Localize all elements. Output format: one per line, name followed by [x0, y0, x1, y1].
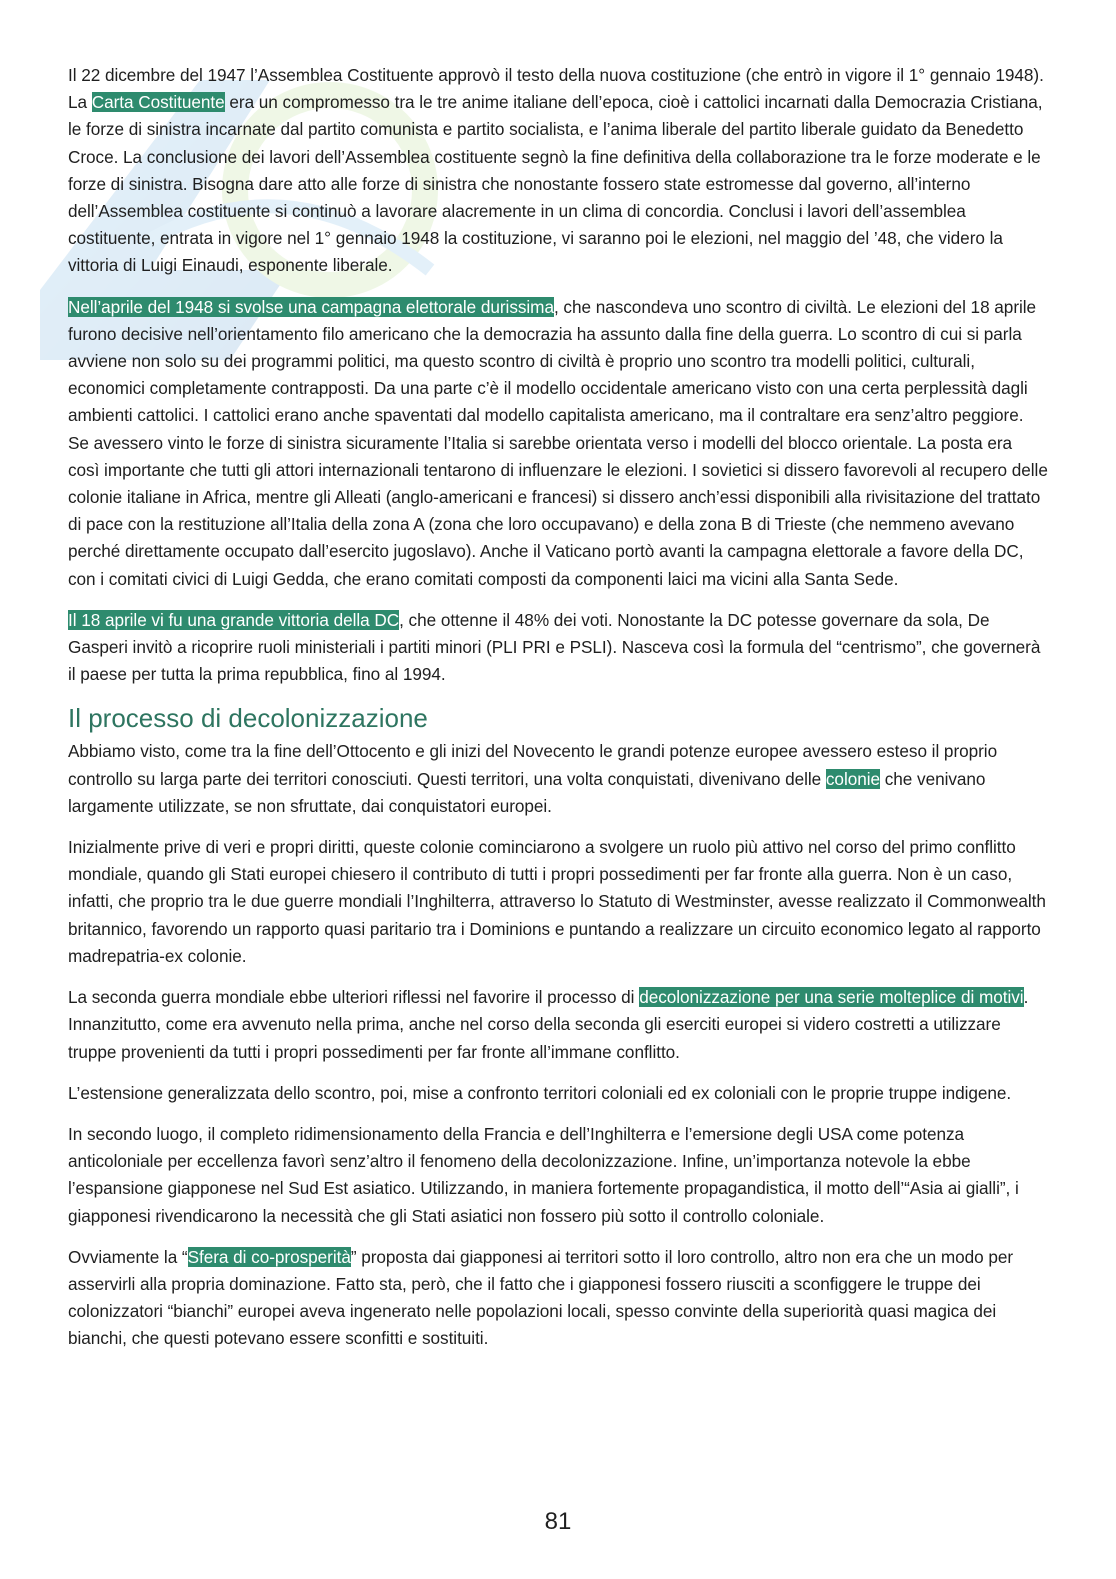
- highlighted-text: Carta Costituente: [91, 92, 225, 113]
- paragraph-text: L’estensione generalizzata dello scontro, poi, mise a confronto territori coloniali ed ex coloniali con le proprie truppe indigene.: [68, 1082, 1012, 1103]
- paragraph-text: era un compromesso tra le tre anime italiane dell’epoca, cioè i cattolici incarnati dalla Democrazia Cristiana, le forze di sinistra incarnate dal partito comunista e partito socialista, e l’anima liberale del partito liberale guidato da Benedetto Croce. La conclusione dei lavori dell’Assemblea costituente segnò la fine definitiva della collaborazione tra le forze moderate e le forze di sinistra. Bisogna dare atto alle forze di sinistra che nonostante fossero state estromesse dal governo, all’interno dell’Assemblea costituente si continuò a lavorare alacremente in un clima di concordia. Conclusi i lavori dell’assemblea costituente, entrata in vigore nel 1° gennaio 1948 la costituzione, vi saranno poi le elezioni, nel maggio del ’48, che videro la vittoria di Luigi Einaudi, esponente liberale.: [68, 92, 1043, 276]
- document-page: [68, 62, 1048, 1367]
- paragraph: [68, 1244, 1048, 1353]
- paragraph-text: che venivano largamente utilizzate, se non sfruttate, dai conquistatori europei.: [68, 768, 986, 816]
- paragraph: [68, 984, 1048, 1066]
- paragraph-text: , che ottenne il 48% dei voti. Nonostante la DC potesse governare da sola, De Gasperi invitò a ricoprire ruoli ministeriali i partiti minori (PLI PRI e PSLI). Nasceva così la formula del “centrismo”, che governerà il paese per tutta la prima repubblica, fino al 1994.: [68, 609, 1041, 685]
- paragraph: [68, 834, 1048, 970]
- paragraph: [68, 62, 1048, 280]
- paragraph: [68, 607, 1048, 689]
- highlighted-text: Nell’aprile del 1948 si svolse una campagna elettorale durissima: [68, 296, 554, 317]
- top-paragraphs: [68, 62, 1048, 688]
- paragraph-text: ” proposta dai giapponesi ai territori sotto il loro controllo, altro non era che un modo per asservirli alla propria dominazione. Fatto sta, però, che il fatto che i giapponesi fossero riusciti a sconfiggere le truppe dei colonizzatori “bianchi” europei aveva ingenerato nelle popolazioni locali, spesso convinte della superiorità quasi magica dei bianchi, che questi potevano essere sconfitti e sostituiti.: [68, 1246, 1014, 1349]
- highlighted-text: colonie: [825, 768, 881, 789]
- highlighted-text: Sfera di co-prosperità: [187, 1246, 351, 1267]
- paragraph-text: In secondo luogo, il completo ridimensionamento della Francia e dell’Inghilterra e l’emersione degli USA come potenza anticoloniale per eccellenza favorì senz’altro il fenomeno della decolonizzazione. Infine, un’importanza notevole la ebbe l’espansione giapponese nel Sud Est asiatico. Utilizzando, in maniera fortemente propagandistica, il motto dell’“Asia ai gialli”, i giapponesi rivendicarono la necessità che gli Stati asiatici non fossero più sotto il controllo coloniale.: [68, 1123, 1019, 1226]
- paragraph-text: Ovviamente la “: [68, 1246, 188, 1267]
- section-heading: Il processo di decolonizzazione: [68, 703, 428, 734]
- highlighted-text: decolonizzazione per una serie molteplice di motivi: [639, 987, 1024, 1008]
- paragraph-text: Il 22 dicembre del 1947 l’Assemblea Costituente approvò il testo della nuova costituzione (che entrò in vigore il 1° gennaio 1948). La: [68, 65, 1044, 113]
- paragraph-text: Abbiamo visto, come tra la fine dell’Ottocento e gli inizi del Novecento le grandi potenze europee avessero esteso il proprio controllo su larga parte dei territori conosciuti. Questi territori, una volta conquistati, divenivano delle: [68, 741, 998, 789]
- paragraph: [68, 294, 1048, 593]
- paragraph-text: La seconda guerra mondiale ebbe ulteriori riflessi nel favorire il processo di: [68, 987, 640, 1008]
- paragraph: [68, 1080, 1048, 1107]
- highlighted-text: Il 18 aprile vi fu una grande vittoria della DC: [68, 609, 400, 630]
- paragraph-text: , che nascondeva uno scontro di civiltà. Le elezioni del 18 aprile furono decisive nell’orientamento filo americano che la democrazia ha assunto dalla fine della guerra. Lo scontro di cui si parla avviene non solo su dei programmi politici, ma questo scontro di civiltà è proprio uno scontro tra modelli politici, culturali, economici completamente contrapposti. Da una parte c’è il modello occidentale americano visto con una certa perplessità dagli ambienti cattolici. I cattolici erano anche spaventati dal modello capitalista americano, ma il contraltare era senz’altro peggiore. Se avessero vinto le forze di sinistra sicuramente l’Italia si sarebbe orientata verso i modelli del blocco orientale. La posta era così importante che tutti gli attori internazionali tentarono di influenzare le elezioni. I sovietici si dissero favorevoli al recupero delle colonie italiane in Africa, mentre gli Alleati (anglo-americani e francesi) si dissero anch’essi disponibili alla rivisitazione del trattato di pace con la restituzione all’Italia della zona A (zona che loro occupavano) e della zona B di Trieste (che nemmeno avevano perché direttamente occupato dall’esercito jugoslavo). Anche il Vaticano portò avanti la campagna elettorale a favore della DC, con i comitati civici di Luigi Gedda, che erano comitati composti da componenti laici ma vicini alla Santa Sede.: [68, 296, 1048, 589]
- paragraph-text: . Innanzitutto, come era avvenuto nella prima, anche nel corso della seconda gli eserciti europei si videro costretti a utilizzare truppe provenienti da tutti i propri possedimenti per far fronte all’immane conflitto.: [68, 987, 1029, 1062]
- paragraph: [68, 1121, 1048, 1230]
- bottom-paragraphs: [68, 738, 1048, 1352]
- paragraph: [68, 738, 1048, 820]
- page-number: 81: [544, 1508, 572, 1535]
- paragraph-text: Inizialmente prive di veri e propri diritti, queste colonie cominciarono a svolgere un ruolo più attivo nel corso del primo conflitto mondiale, quando gli Stati europei chiesero il contributo di tutti i propri possedimenti per far fronte alla guerra. Non è un caso, infatti, che proprio tra le due guerre mondiali l’Inghilterra, attraverso lo Statuto di Westminster, avesse realizzato il Commonwealth britannico, favorendo un rapporto quasi paritario tra i Dominions e puntando a realizzare un circuito economico legato al rapporto madrepatria-ex colonie.: [68, 837, 1046, 966]
